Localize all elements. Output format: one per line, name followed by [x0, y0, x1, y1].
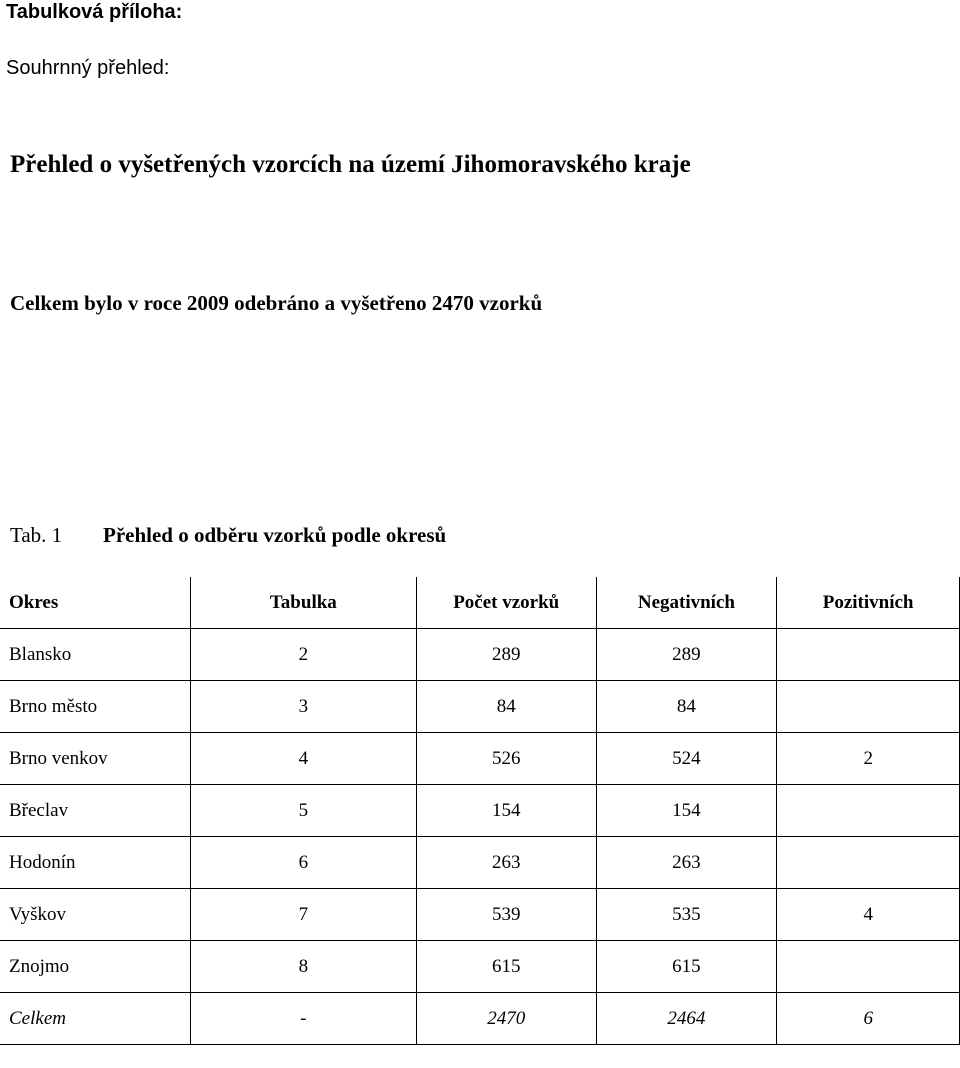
- table-caption-label: Tab. 1: [10, 523, 63, 547]
- summary-subheading: Souhrnný přehled:: [6, 57, 170, 79]
- cell-pozitivnich: [777, 681, 960, 733]
- table-row: [0, 629, 960, 681]
- cell-tabulka: 7: [190, 889, 416, 941]
- cell-negativnich: 84: [596, 681, 777, 733]
- cell-pocet: 84: [416, 681, 596, 733]
- cell-pozitivnich: 2: [777, 733, 960, 785]
- cell-pocet: 539: [416, 889, 596, 941]
- cell-okres: Vyškov: [0, 889, 190, 941]
- table-row: [0, 837, 960, 889]
- total-tabulka: -: [190, 993, 416, 1045]
- total-negativnich: 2464: [596, 993, 777, 1045]
- cell-tabulka: 5: [190, 785, 416, 837]
- table-row: [0, 681, 960, 733]
- table-row: [0, 785, 960, 837]
- cell-tabulka: 2: [190, 629, 416, 681]
- cell-negativnich: 289: [596, 629, 777, 681]
- cell-negativnich: 263: [596, 837, 777, 889]
- cell-tabulka: 6: [190, 837, 416, 889]
- table-caption: [10, 522, 447, 548]
- cell-negativnich: 615: [596, 941, 777, 993]
- total-pozitivnich: 6: [777, 993, 960, 1045]
- total-pocet: 2470: [416, 993, 596, 1045]
- table-row: [0, 941, 960, 993]
- cell-okres: Blansko: [0, 629, 190, 681]
- cell-okres: Břeclav: [0, 785, 190, 837]
- cell-pozitivnich: [777, 837, 960, 889]
- samples-table: [0, 577, 960, 1045]
- cell-negativnich: 154: [596, 785, 777, 837]
- cell-tabulka: 3: [190, 681, 416, 733]
- cell-okres: Brno venkov: [0, 733, 190, 785]
- cell-pocet: 263: [416, 837, 596, 889]
- cell-pocet: 154: [416, 785, 596, 837]
- table-row: [0, 733, 960, 785]
- column-header-tabulka: Tabulka: [190, 577, 416, 629]
- cell-pocet: 615: [416, 941, 596, 993]
- cell-tabulka: 4: [190, 733, 416, 785]
- cell-pozitivnich: 4: [777, 889, 960, 941]
- cell-pocet: 289: [416, 629, 596, 681]
- column-header-okres: Okres: [0, 577, 190, 629]
- cell-okres: Hodonín: [0, 837, 190, 889]
- table-total-row: [0, 993, 960, 1045]
- total-okres: Celkem: [0, 993, 190, 1045]
- cell-pozitivnich: [777, 941, 960, 993]
- cell-pocet: 526: [416, 733, 596, 785]
- cell-okres: Znojmo: [0, 941, 190, 993]
- cell-negativnich: 535: [596, 889, 777, 941]
- cell-okres: Brno město: [0, 681, 190, 733]
- appendix-heading: Tabulková příloha:: [6, 1, 183, 23]
- table-header-row: [0, 577, 960, 629]
- summary-text: Celkem bylo v roce 2009 odebráno a vyšetřeno 2470 vzorků: [10, 291, 543, 315]
- column-header-negativnich: Negativních: [596, 577, 777, 629]
- cell-negativnich: 524: [596, 733, 777, 785]
- cell-pozitivnich: [777, 629, 960, 681]
- table-caption-title: Přehled o odběru vzorků podle okresů: [103, 523, 447, 547]
- cell-pozitivnich: [777, 785, 960, 837]
- cell-tabulka: 8: [190, 941, 416, 993]
- column-header-pocet: Počet vzorků: [416, 577, 596, 629]
- document-title: Přehled o vyšetřených vzorcích na území Jihomoravského kraje: [10, 151, 691, 178]
- table-row: [0, 889, 960, 941]
- column-header-pozitivnich: Pozitivních: [777, 577, 960, 629]
